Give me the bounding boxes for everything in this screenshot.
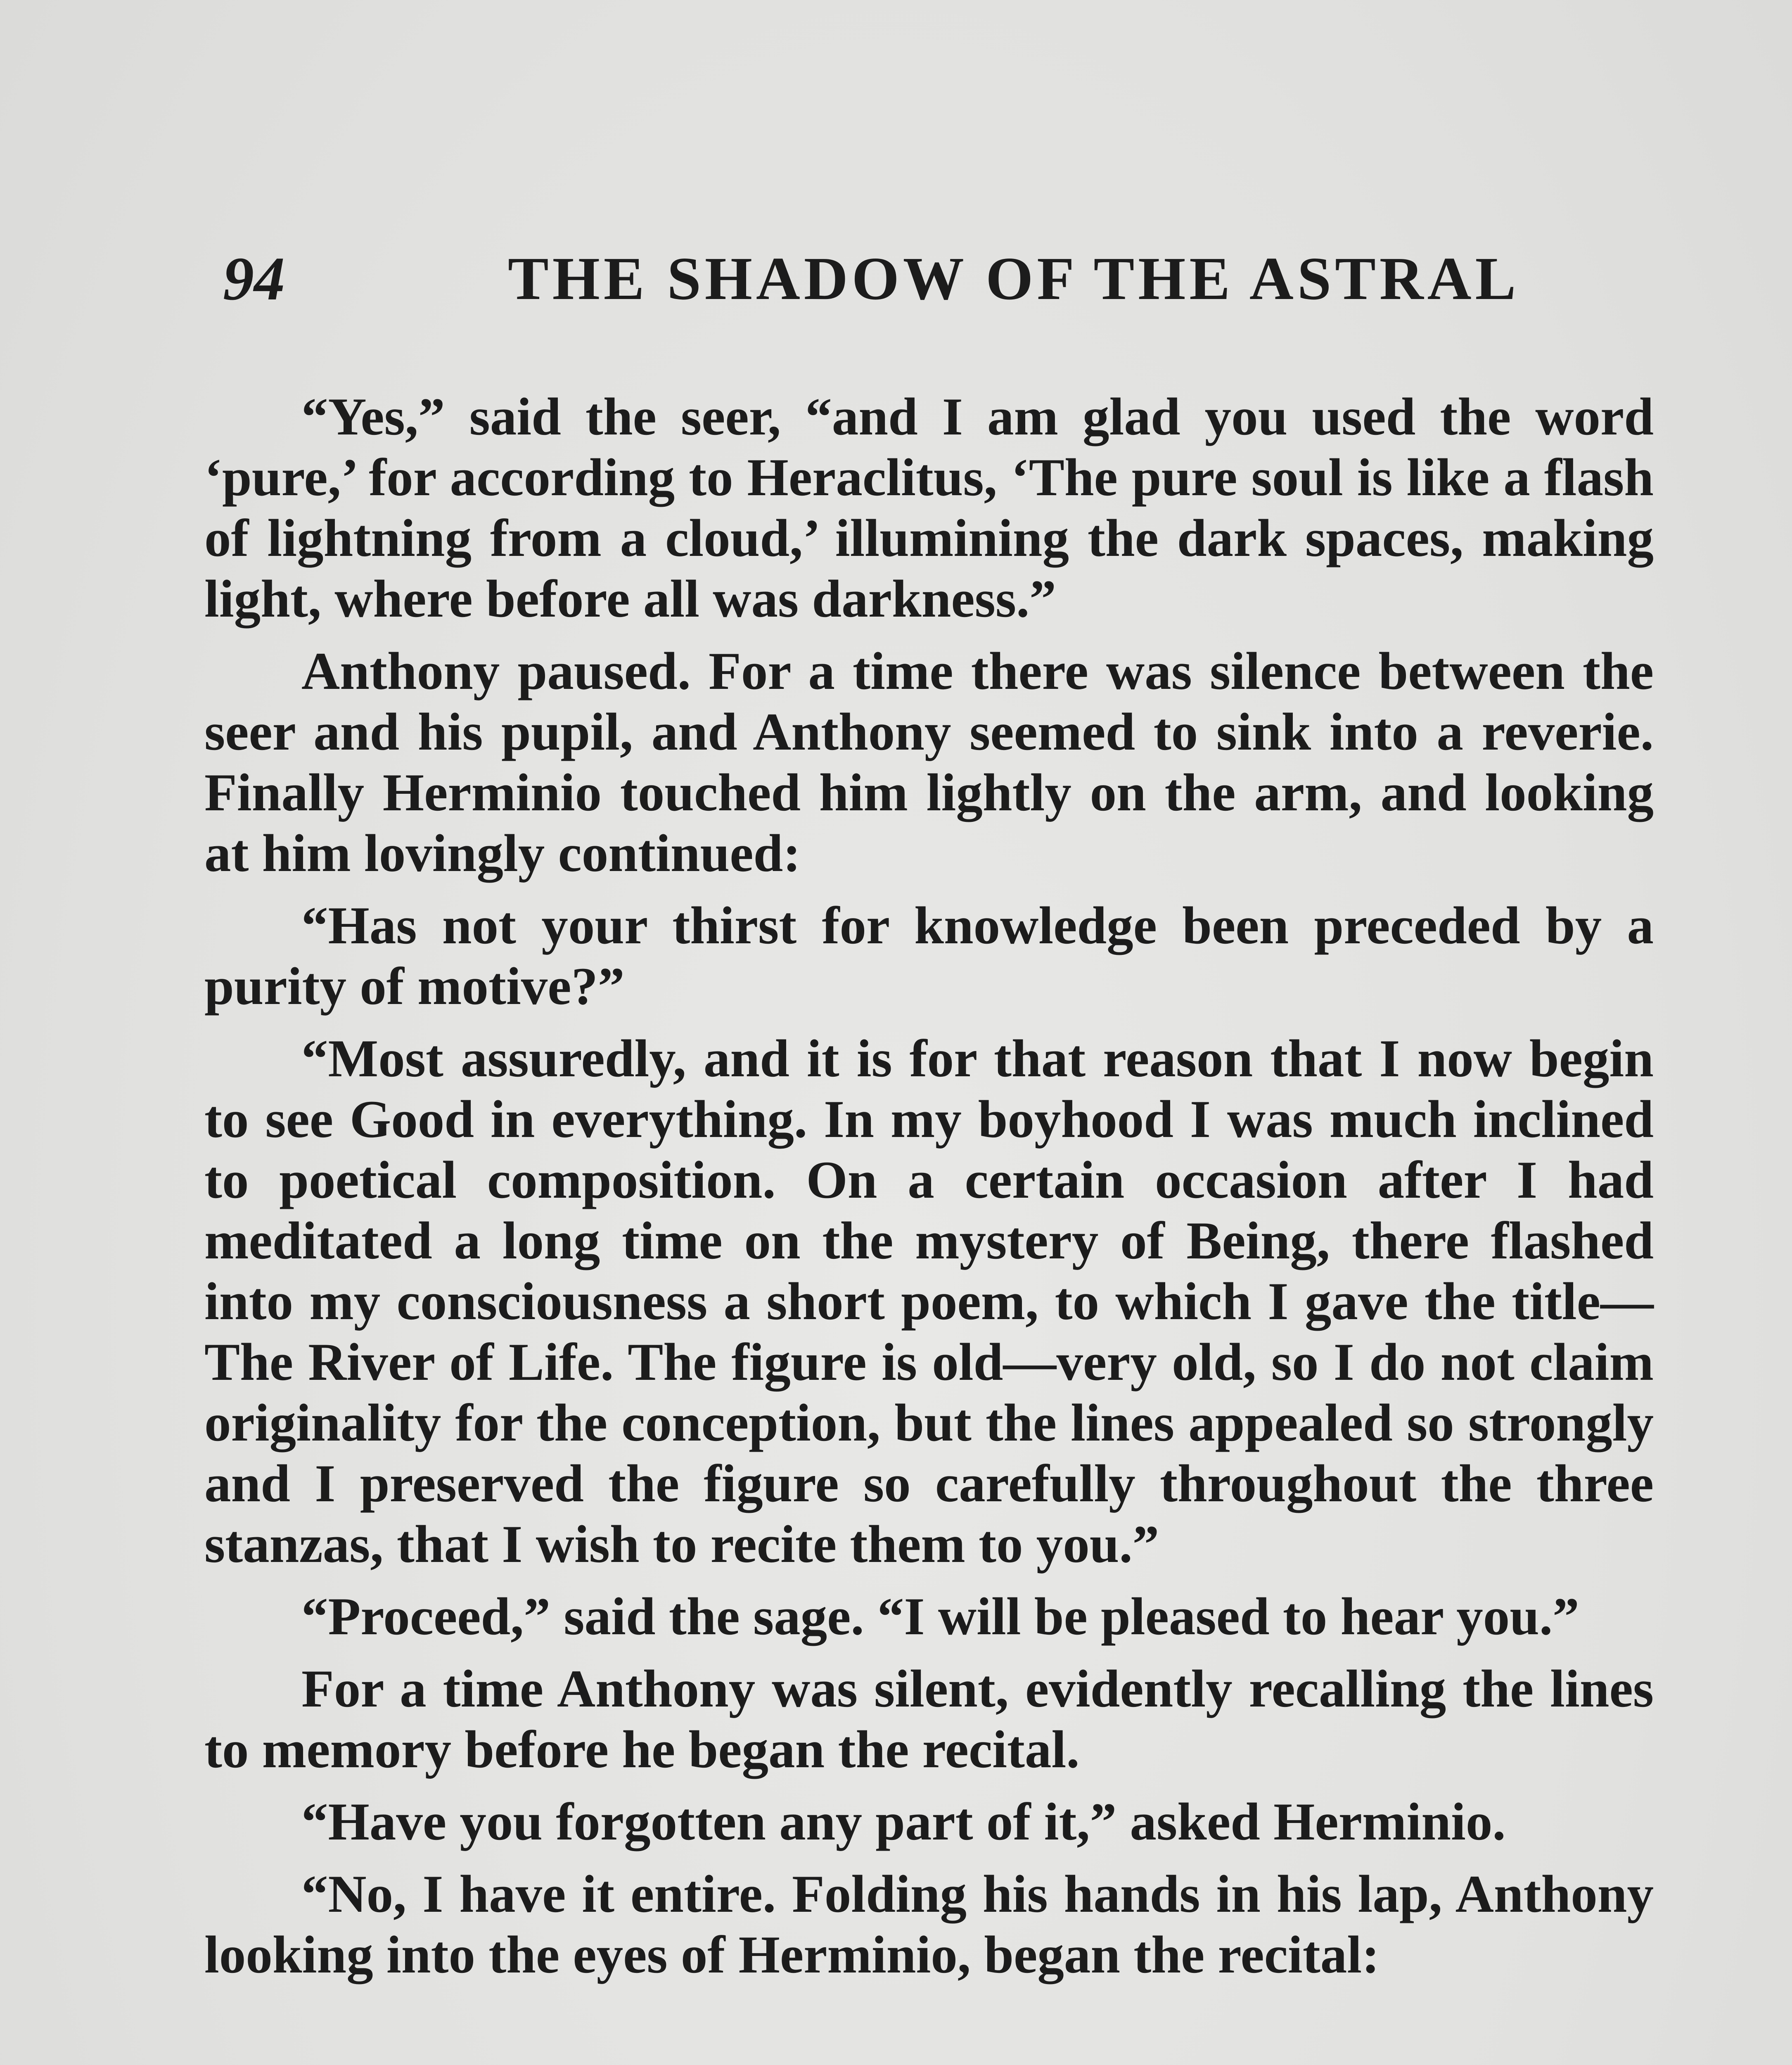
paragraph: “Yes,” said the seer, “and I am glad you used the word ‘pure,’ for according to Heraclitus, ‘The pure soul is like a flash of lightning from a cloud,’ illumining the dark spaces, making light, where before all was darkness.” <box>204 387 1654 628</box>
paragraph: For a time Anthony was silent, evidently recalling the lines to memory before he began the recital. <box>204 1659 1654 1779</box>
paragraph: “Proceed,” said the sage. “I will be pleased to hear you.” <box>301 1587 1579 1646</box>
page-number: 94 <box>223 244 285 313</box>
paragraph: “Has not your thirst for knowledge been preceded by a purity of motive?” <box>204 896 1654 1016</box>
paragraph: “Have you forgotten any part of it,” asked Herminio. <box>301 1792 1506 1851</box>
page-header <box>223 242 1524 316</box>
running-title: THE SHADOW OF THE ASTRAL <box>508 245 1520 313</box>
paragraph: “Most assuredly, and it is for that reason that I now begin to see Good in everything. In my boyhood I was much inclined to poetical composition. On a certain occasion after I had meditated a long time on the mystery of Being, there flashed into my consciousness a short poem, to which I gave the title—The River of Life. The figure is old—very old, so I do not claim originality for the conception, but the lines appealed so strongly and I preserved the figure so carefully throughout the three stanzas, that I wish to recite them to you.” <box>204 1029 1654 1574</box>
paragraph: Anthony paused. For a time there was silence between the seer and his pupil, and Anthony seemed to sink into a reverie. Finally Herminio touched him lightly on the arm, and looking at him lovingly continued: <box>204 641 1654 883</box>
paragraph: “No, I have it entire. Folding his hands in his lap, Anthony looking into the eyes of Herminio, began the recital: <box>204 1864 1654 1984</box>
body-text <box>204 386 1654 1985</box>
